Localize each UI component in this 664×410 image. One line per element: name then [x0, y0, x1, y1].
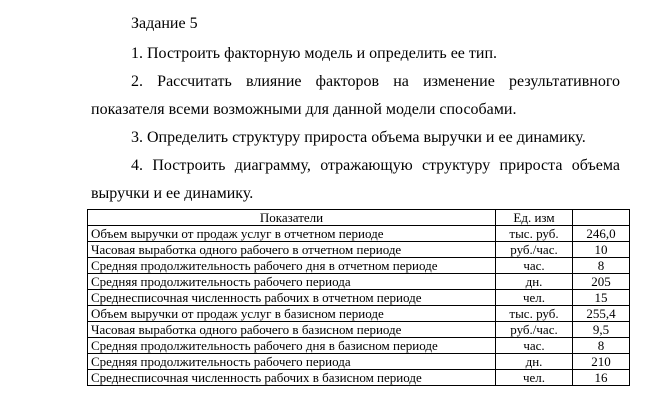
table-row [88, 322, 630, 338]
table-row [88, 242, 630, 258]
row-name: Средняя продолжительность рабочего дня в отчетном периоде [88, 258, 496, 274]
table-row [88, 338, 630, 354]
table-row [88, 258, 630, 274]
row-value: 8 [573, 338, 630, 354]
table-row [88, 274, 630, 290]
table-row [88, 370, 630, 386]
row-value: 10 [573, 242, 630, 258]
task-3: 3. Определить структуру прироста объема выручки и ее динамику. [131, 129, 586, 146]
row-unit: час. [496, 338, 573, 354]
row-value: 210 [573, 354, 630, 370]
assignment-title: Задание 5 [131, 15, 198, 32]
row-value: 205 [573, 274, 630, 290]
table-row [88, 354, 630, 370]
row-unit: руб./час. [496, 322, 573, 338]
row-unit: тыс. руб. [496, 306, 573, 322]
row-name: Объем выручки от продаж услуг в базисном периоде [88, 306, 496, 322]
row-name: Средняя продолжительность рабочего периода [88, 274, 496, 290]
row-value: 246,0 [573, 226, 630, 242]
row-name: Среднесписочная численность рабочих в базисном периоде [88, 370, 496, 386]
row-value: 15 [573, 290, 630, 306]
row-name: Объем выручки от продаж услуг в отчетном периоде [88, 226, 496, 242]
table-row [88, 290, 630, 306]
row-unit: чел. [496, 370, 573, 386]
row-name: Часовая выработка одного рабочего в отчетном периоде [88, 242, 496, 258]
row-unit: тыс. руб. [496, 226, 573, 242]
row-name: Среднесписочная численность рабочих в отчетном периоде [88, 290, 496, 306]
table-header-row [88, 210, 630, 226]
task-1: 1. Построить факторную модель и определить ее тип. [131, 45, 498, 62]
row-name: Средняя продолжительность рабочего периода [88, 354, 496, 370]
row-value: 16 [573, 370, 630, 386]
table-row [88, 226, 630, 242]
indicators-table [87, 209, 630, 386]
header-indicators: Показатели [88, 210, 496, 226]
row-unit: час. [496, 258, 573, 274]
task-4: 4. Построить диаграмму, отражающую структуру прироста объема выручки и ее динамику. [91, 157, 620, 202]
row-name: Часовая выработка одного рабочего в базисном периоде [88, 322, 496, 338]
row-value: 8 [573, 258, 630, 274]
row-unit: дн. [496, 274, 573, 290]
row-unit: дн. [496, 354, 573, 370]
header-unit: Ед. изм [496, 210, 573, 226]
row-unit: чел. [496, 290, 573, 306]
task-2: 2. Рассчитать влияние факторов на изменение результативного показателя всеми возможными для данной модели способами. [91, 73, 620, 118]
row-unit: руб./час. [496, 242, 573, 258]
row-name: Средняя продолжительность рабочего дня в базисном периоде [88, 338, 496, 354]
row-value: 255,4 [573, 306, 630, 322]
header-value [573, 210, 630, 226]
table-row [88, 306, 630, 322]
row-value: 9,5 [573, 322, 630, 338]
